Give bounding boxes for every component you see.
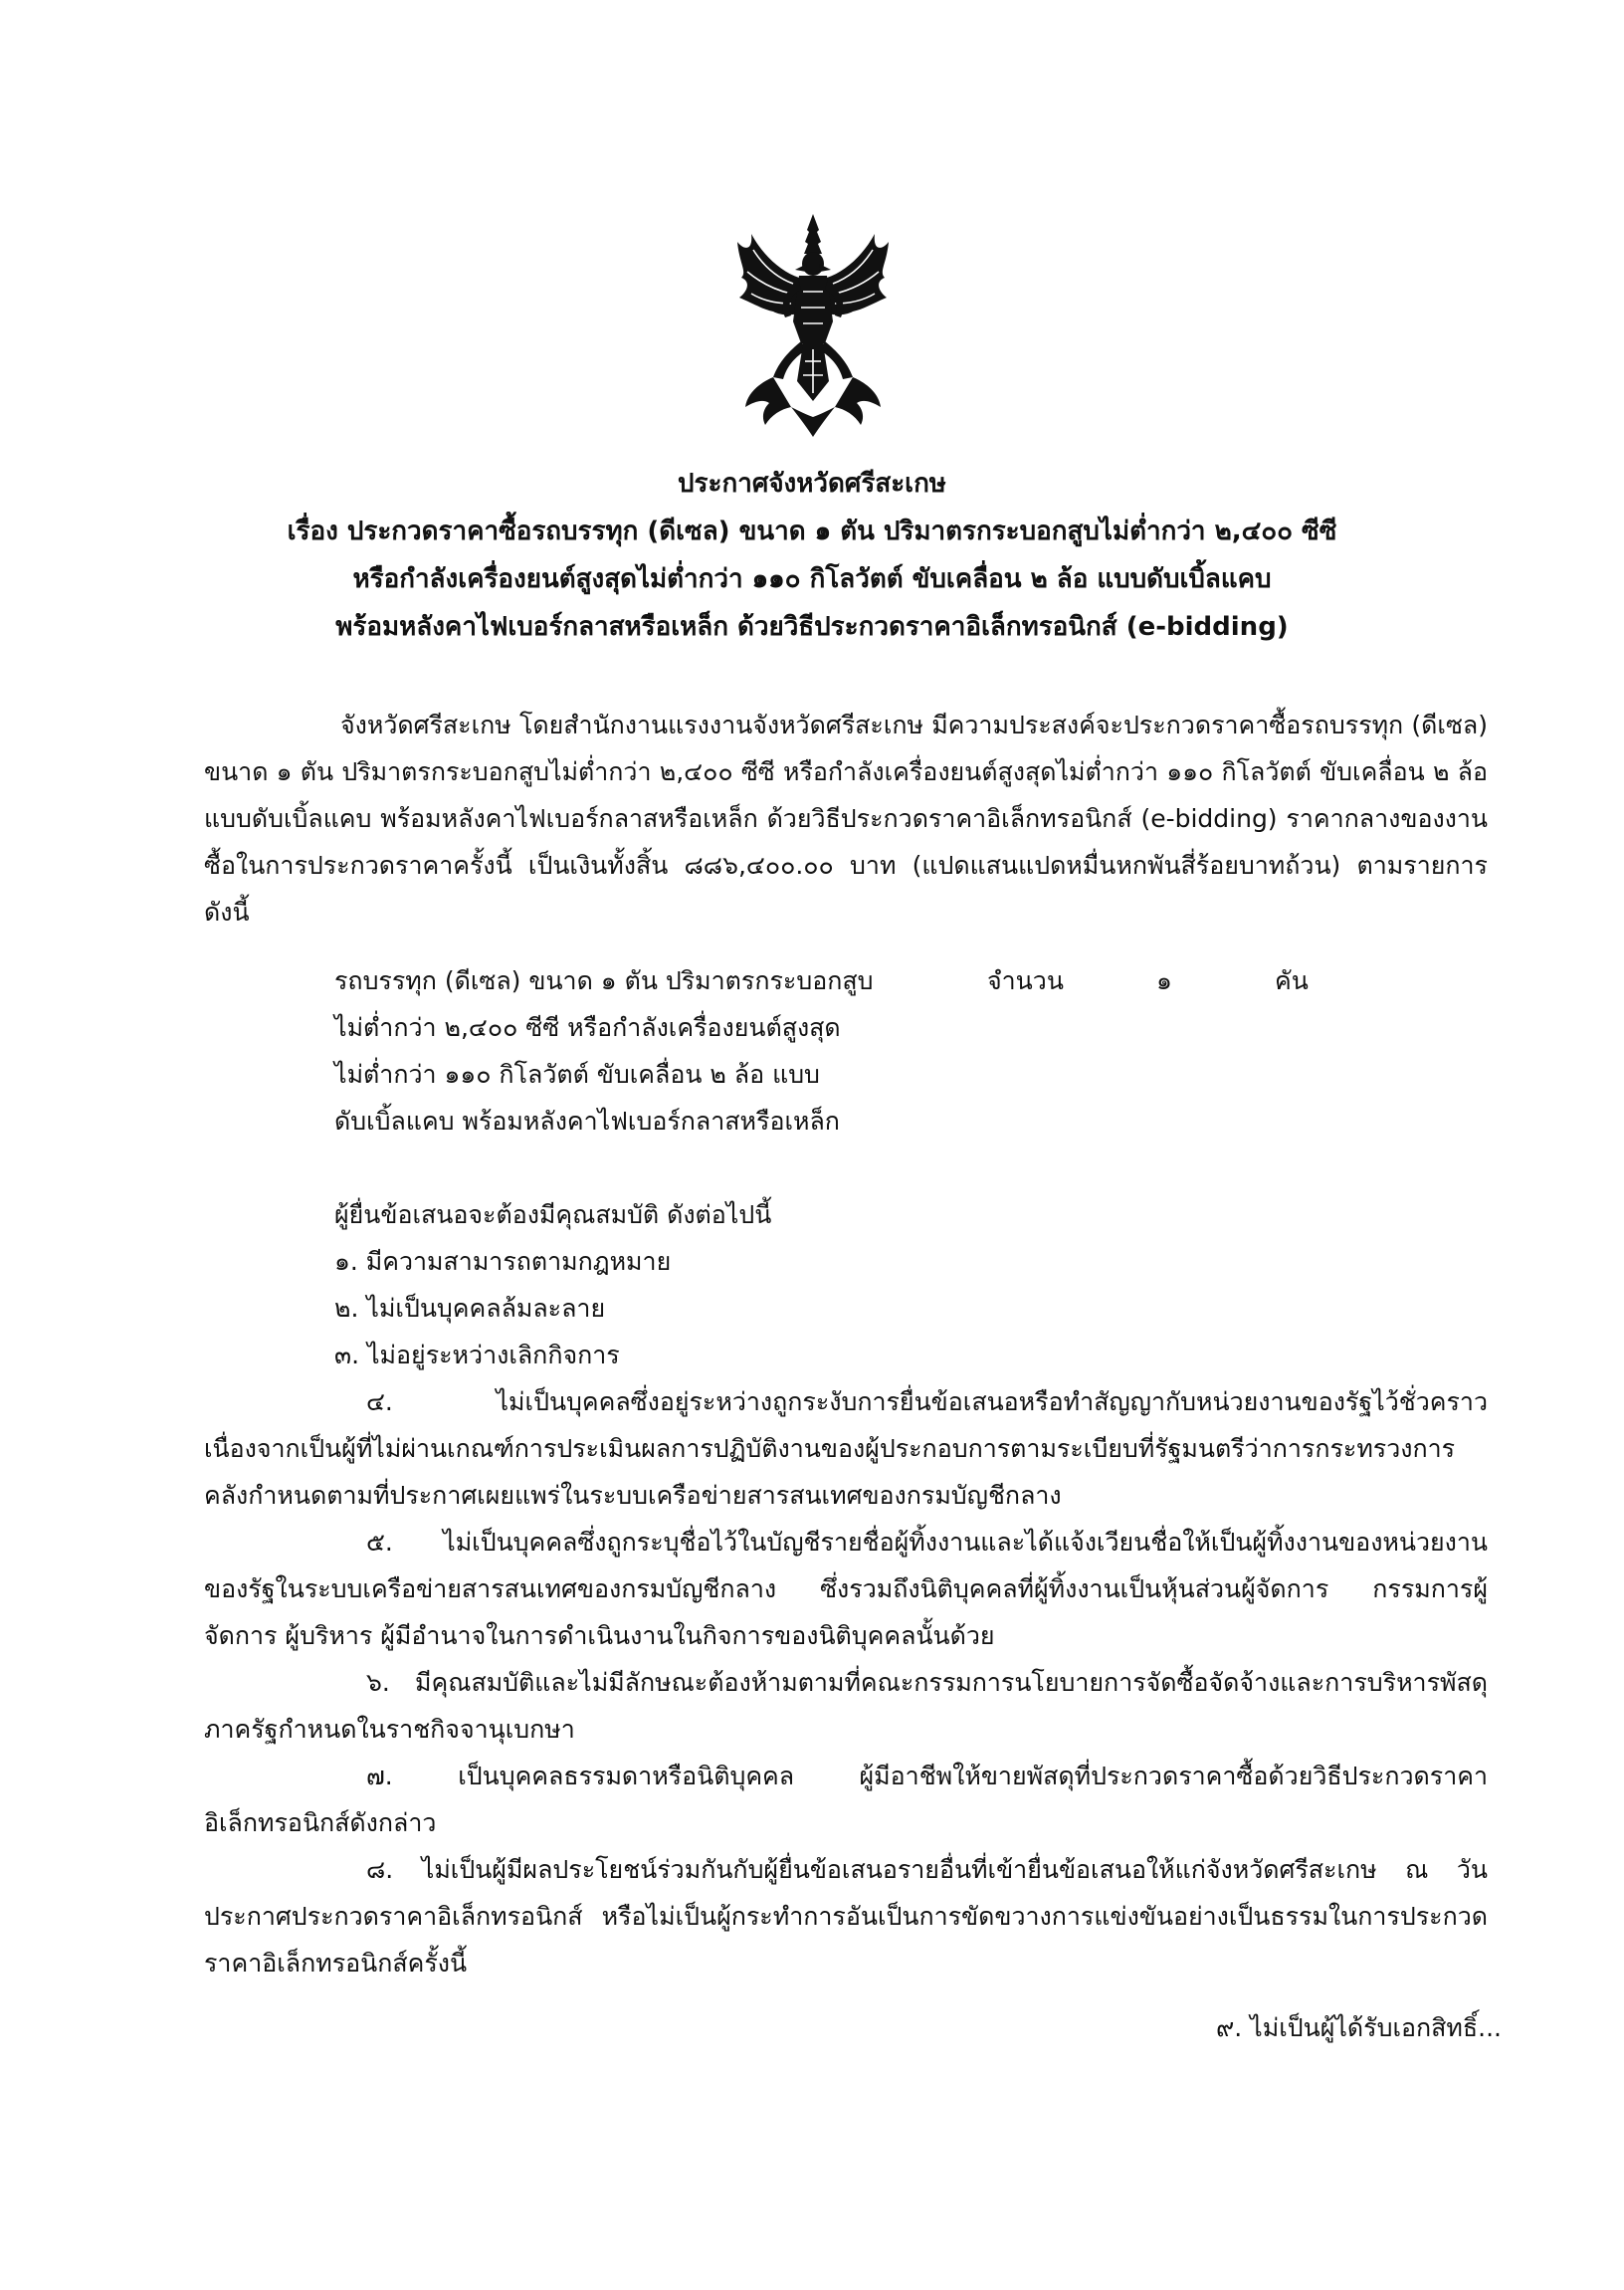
title-line-3: หรือกำลังเครื่องยนต์สูงสุดไม่ต่ำกว่า ๑๑๐ กิโลวัตต์ ขับเคลื่อน ๒ ล้อ แบบดับเบิ้ลแคบ: [352, 564, 1272, 594]
intro-paragraph: จังหวัดศรีสะเกษ โดยสำนักงานแรงงานจังหวัดศรีสะเกษ มีความประสงค์จะประกวดราคาซื้อรถบรรทุก (ดีเซล) ขนาด ๑ ตัน ปริมาตรกระบอกสูบไม่ต่ำกว่า ๒,๔๐๐ ซีซี หรือกำลังเครื่องยนต์สูงสุดไม่ต่ำกว่า ๑๑๐ กิโลวัตต์ ขับเคลื่อน ๒ ล้อ แบบดับเบิ้ลแคบ พร้อมหลังคาไฟเบอร์กลาสหรือเหล็ก ด้วยวิธีประกวดราคาอิเล็กทรอนิกส์ (e-bidding) ราคากลางของงานซื้อในการประกวดราคาครั้งนี้ เป็นเงินทั้งสิ้น ๘๘๖,๔๐๐.๐๐ บาท (แปดแสนแปดหมื่นหกพันสี่ร้อยบาทถ้วน) ตามรายการ ดังนี้: [204, 711, 1488, 927]
list-item: ๖. มีคุณสมบัติและไม่มีลักษณะต้องห้ามตามที่คณะกรรมการนโยบายการจัดซื้อจัดจ้างและการบริหารพัสดุภาครัฐกำหนดในราชกิจจานุเบกษา: [204, 1668, 1488, 1744]
item-row: [334, 1004, 1429, 1051]
list-item: ๒. ไม่เป็นบุคคลล้มละลาย: [334, 1294, 606, 1323]
qualifications-short-list: [334, 1238, 671, 1378]
item-line: ไม่ต่ำกว่า ๑๑๐ กิโลวัตต์ ขับเคลื่อน ๒ ล้อ แบบ: [334, 1060, 820, 1089]
intro-section: [204, 702, 1488, 936]
item-line: ดับเบิ้ลแคบ พร้อมหลังคาไฟเบอร์กลาสหรือเหล็ก: [334, 1107, 840, 1136]
item-row: [334, 957, 1429, 1004]
garuda-emblem-icon: [729, 212, 897, 439]
list-item: ๑. มีความสามารถตามกฎหมาย: [334, 1247, 672, 1276]
list-item: ๔. ไม่เป็นบุคคลซึ่งอยู่ระหว่างถูกระงับการยื่นข้อเสนอหรือทำสัญญากับหน่วยงานของรัฐไว้ชั่วคราว เนื่องจากเป็นผู้ที่ไม่ผ่านเกณฑ์การประเมินผลการปฏิบัติงานของผู้ประกอบการตามระเบียบที่รัฐมนตรีว่าการกระทรวงการคลังกำหนดตามที่ประกาศเผยแพร่ในระบบเครือข่ายสารสนเทศของกรมบัญชีกลาง: [204, 1387, 1488, 1510]
continuation-text: ๙. ไม่เป็นผู้ได้รับเอกสิทธิ์...: [1215, 2013, 1502, 2042]
item-line: รถบรรทุก (ดีเซล) ขนาด ๑ ตัน ปริมาตรกระบอกสูบ: [334, 966, 874, 995]
title-line-2: เรื่อง ประกวดราคาซื้อรถบรรทุก (ดีเซล) ขนาด ๑ ตัน ปริมาตรกระบอกสูบไม่ต่ำกว่า ๒,๔๐๐ ซีซี: [287, 517, 1337, 546]
qualifications-heading: ผู้ยื่นข้อเสนอจะต้องมีคุณสมบัติ ดังต่อไปนี้: [334, 1200, 772, 1229]
item-block: [334, 957, 1429, 1145]
list-item: ๗. เป็นบุคคลธรรมดาหรือนิติบุคคล ผู้มีอาชีพให้ขายพัสดุที่ประกวดราคาซื้อด้วยวิธีประกวดราคาอิเล็กทรอนิกส์ดังกล่าว: [204, 1762, 1488, 1837]
quantity-label: จำนวน: [987, 966, 1064, 995]
list-item: ๕. ไม่เป็นบุคคลซึ่งถูกระบุชื่อไว้ในบัญชีรายชื่อผู้ทิ้งงานและได้แจ้งเวียนชื่อให้เป็นผู้ทิ้งงานของหน่วยงานของรัฐในระบบเครือข่ายสารสนเทศของกรมบัญชีกลาง ซึ่งรวมถึงนิติบุคคลที่ผู้ทิ้งงานเป็นหุ้นส่วนผู้จัดการ กรรมการผู้จัดการ ผู้บริหาร ผู้มีอำนาจในการดำเนินงานในกิจการของนิติบุคคลนั้นด้วย: [204, 1528, 1488, 1650]
announcement-title: [0, 460, 1624, 651]
list-item: ๓. ไม่อยู่ระหว่างเลิกกิจการ: [334, 1341, 620, 1369]
list-item: ๘. ไม่เป็นผู้มีผลประโยชน์ร่วมกันกับผู้ยื่นข้อเสนอรายอื่นที่เข้ายื่นข้อเสนอให้แก่จังหวัดศรีสะเกษ ณ วันประกาศประกวดราคาอิเล็กทรอนิกส์ หรือไม่เป็นผู้กระทำการอันเป็นการขัดขวางการแข่งขันอย่างเป็นธรรมในการประกวดราคาอิเล็กทรอนิกส์ครั้งนี้: [204, 1855, 1488, 1978]
item-line: ไม่ต่ำกว่า ๒,๔๐๐ ซีซี หรือกำลังเครื่องยนต์สูงสุด: [334, 1013, 841, 1042]
qualifications-long-list: [204, 1378, 1488, 1986]
title-line-4: พร้อมหลังคาไฟเบอร์กลาสหรือเหล็ก ด้วยวิธีประกวดราคาอิเล็กทรอนิกส์ (e-bidding): [335, 612, 1289, 642]
item-row: [334, 1051, 1429, 1098]
quantity-unit: คัน: [1275, 966, 1309, 995]
title-line-1: ประกาศจังหวัดศรีสะเกษ: [678, 469, 946, 499]
quantity-value: ๑: [1156, 966, 1172, 995]
item-row: [334, 1098, 1429, 1145]
